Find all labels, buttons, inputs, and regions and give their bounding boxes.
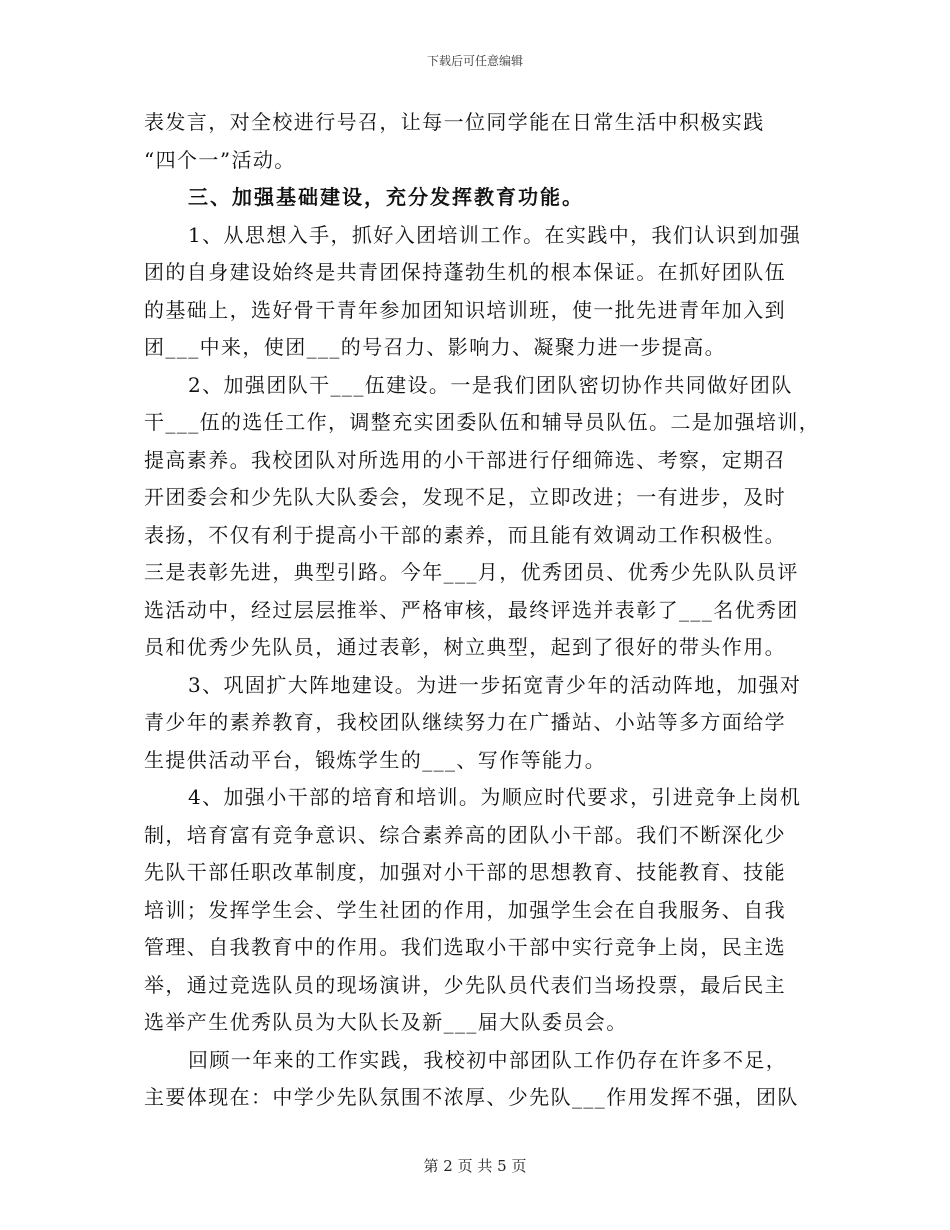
section-heading: 三、加强基础建设，充分发挥教育功能。 (188, 185, 584, 209)
document-body (144, 104, 824, 1117)
text-line: 2、加强团队干___伍建设。一是我们团队密切协作共同做好团队 (188, 372, 793, 397)
page-number-footer: 第 2 页 共 5 页 (423, 1157, 527, 1175)
text-line: 的基础上，选好骨干青年参加团知识培训班，使一批先进青年加入到 (144, 297, 786, 322)
text-line: 管理、自我教育中的作用。我们选取小干部中实行竞争上岗，民主选 (144, 935, 786, 959)
text-line: 先队干部任职改革制度，加强对小干部的思想教育、技能教育、技能 (144, 860, 786, 884)
text-line: 团___中来，使团___的号召力、影响力、凝聚力进一步提高。 (144, 335, 726, 359)
text-line: 员和优秀少先队员，通过表彰，树立典型，起到了很好的带头作用。 (144, 635, 786, 659)
text-line: 培训；发挥学生会、学生社团的作用，加强学生会在自我服务、自我 (144, 897, 786, 922)
text-line: 回顾一年来的工作实践，我校初中部团队工作仍存在许多不足， (188, 1047, 788, 1072)
text-line: 开团委会和少先队大队委会，发现不足，立即改进；一有进步，及时 (144, 485, 786, 509)
text-line: 表扬，不仅有利于提高小干部的素养，而且能有效调动工作积极性。 (144, 522, 786, 547)
text-line: 三是表彰先进，典型引路。今年___月，优秀团员、优秀少先队队员评 (144, 560, 799, 584)
text-line: 团的自身建设始终是共青团保持蓬勃生机的根本保证。在抓好团队伍 (144, 260, 786, 284)
text-line: 3、巩固扩大阵地建设。为进一步拓宽青少年的活动阵地，加强对 (188, 672, 802, 697)
text-line: 干___伍的选任工作，调整充实团委队伍和辅导员队伍。二是加强培训， (144, 410, 821, 434)
text-line: 表发言，对全校进行号召，让每一位同学能在日常生活中积极实践 (144, 110, 765, 134)
text-line: 主要体现在：中学少先队氛围不浓厚、少先队___作用发挥不强，团队 (144, 1085, 799, 1109)
text-line: 提高素养。我校团队对所选用的小干部进行仔细筛选、考察，定期召 (144, 447, 786, 472)
text-line: 选活动中，经过层层推举、严格审核，最终评选并表彰了___名优秀团 (144, 597, 799, 622)
text-line: 1、从思想入手，抓好入团培训工作。在实践中，我们认识到加强 (188, 222, 802, 247)
text-line: 生提供活动平台，锻炼学生的___、写作等能力。 (144, 747, 607, 772)
text-line: 举，通过竞选队员的现场演讲，少先队员代表们当场投票，最后民主 (144, 972, 786, 997)
text-line: “四个一”活动。 (144, 147, 296, 172)
text-line: 选举产生优秀队员为大队长及新___届大队委员会。 (144, 1010, 628, 1034)
text-line: 青少年的素养教育，我校团队继续努力在广播站、小站等多方面给学 (144, 710, 786, 734)
page-header: 下载后可任意编辑 (426, 54, 523, 68)
text-line: 4、加强小干部的培育和培训。为顺应时代要求，引进竞争上岗机 (188, 785, 802, 809)
text-line: 制，培育富有竞争意识、综合素养高的团队小干部。我们不断深化少 (144, 822, 786, 847)
